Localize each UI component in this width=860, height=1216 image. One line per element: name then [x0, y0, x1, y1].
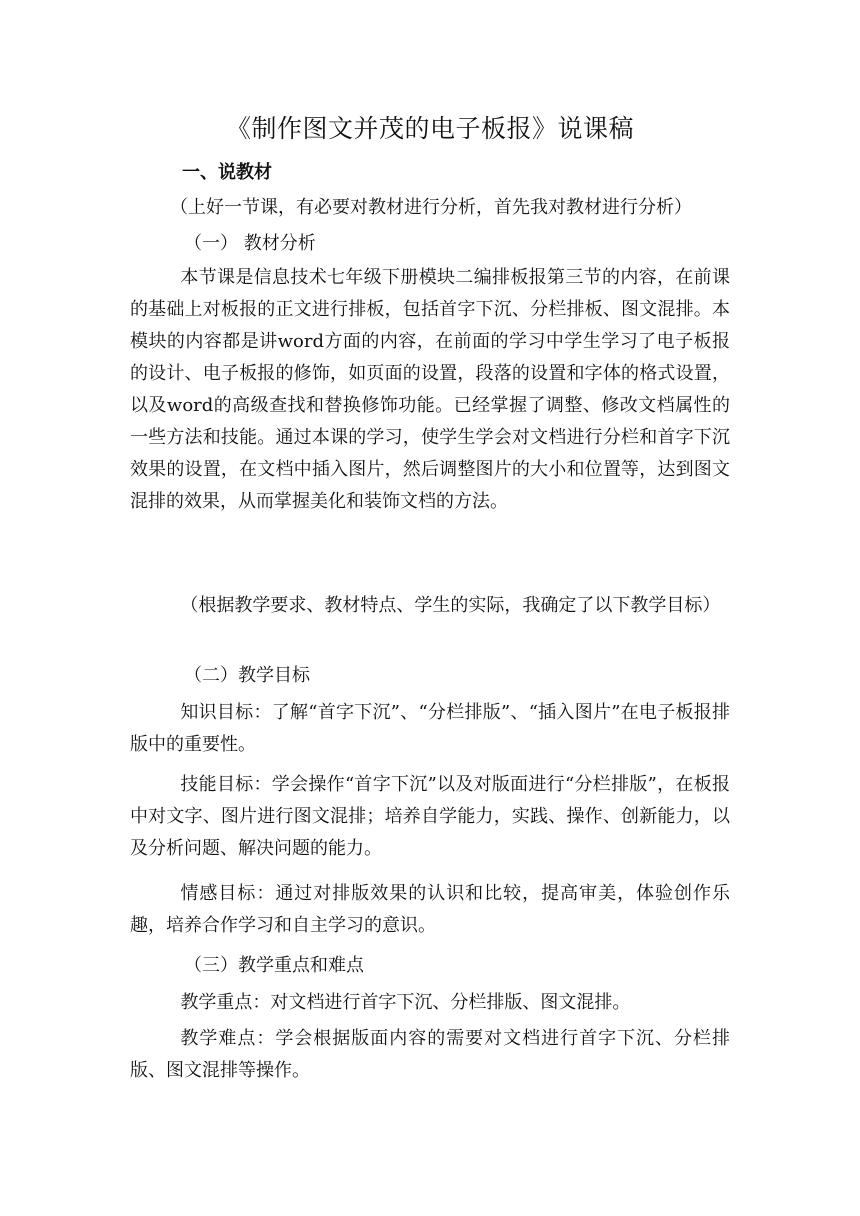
section-heading-textbook: 一、说教材 [182, 162, 272, 183]
subheading-key-difficult: （三）教学重点和难点 [184, 955, 364, 976]
intro-note-text: （上好一节课，有必要对教材进行分析，首先我对教材进行分析） [170, 197, 692, 218]
goal-skill [130, 769, 730, 865]
difficult-point [130, 1023, 730, 1087]
document-title: 《制作图文并茂的电子板报》说课稿 [225, 114, 634, 143]
subheading-goals: （二）教学目标 [184, 665, 310, 686]
key-point-text: 教学重点：对文档进行首字下沉、分栏排版、图文混排。 [180, 992, 631, 1013]
goal-emotion-text: 情感目标：通过对排版效果的认识和比较，提高审美，体验创作乐趣，培养合作学习和自主学习的意识。 [130, 883, 730, 936]
paragraph-analysis-text: 本节课是信息技术七年级下册模块二编排板报第三节的内容，在前课的基础上对板报的正文进行排板，包括首字下沉、分栏排板、图文混排。本模块的内容都是讲word方面的内容，在前面的学习中学生学习了电子板报的设计、电子板报的修饰，如页面的设置，段落的设置和字体的格式设置，以及word的高级查找和替换修饰功能。已经掌握了调整、修改文档属性的一些方法和技能。通过本课的学习，使学生学会对文档进行分栏和首字下沉效果的设置，在文档中插入图片，然后调整图片的大小和位置等，达到图文混排的效果，从而掌握美化和装饰文档的方法。 [130, 267, 730, 512]
subheading-analysis: （一） 教材分析 [184, 233, 316, 254]
goal-knowledge-text: 知识目标：了解“首字下沉”、“分栏排版”、“插入图片”在电子板报排版中的重要性。 [130, 702, 730, 755]
intro-note [170, 192, 740, 224]
goal-note [130, 590, 730, 622]
goal-note-text: （根据教学要求、教材特点、学生的实际，我确定了以下教学目标） [180, 595, 721, 616]
paragraph-analysis [130, 262, 730, 518]
goal-skill-text: 技能目标：学会操作“首字下沉”以及对版面进行“分栏排版”，在板报中对文字、图片进行图文混排；培养自学能力，实践、操作、创新能力，以及分析问题、解决问题的能力。 [130, 774, 730, 859]
goal-knowledge [130, 697, 730, 761]
key-point [130, 987, 730, 1019]
goal-emotion [130, 878, 730, 942]
difficult-point-text: 教学难点：学会根据版面内容的需要对文档进行首字下沉、分栏排版、图文混排等操作。 [130, 1028, 730, 1081]
